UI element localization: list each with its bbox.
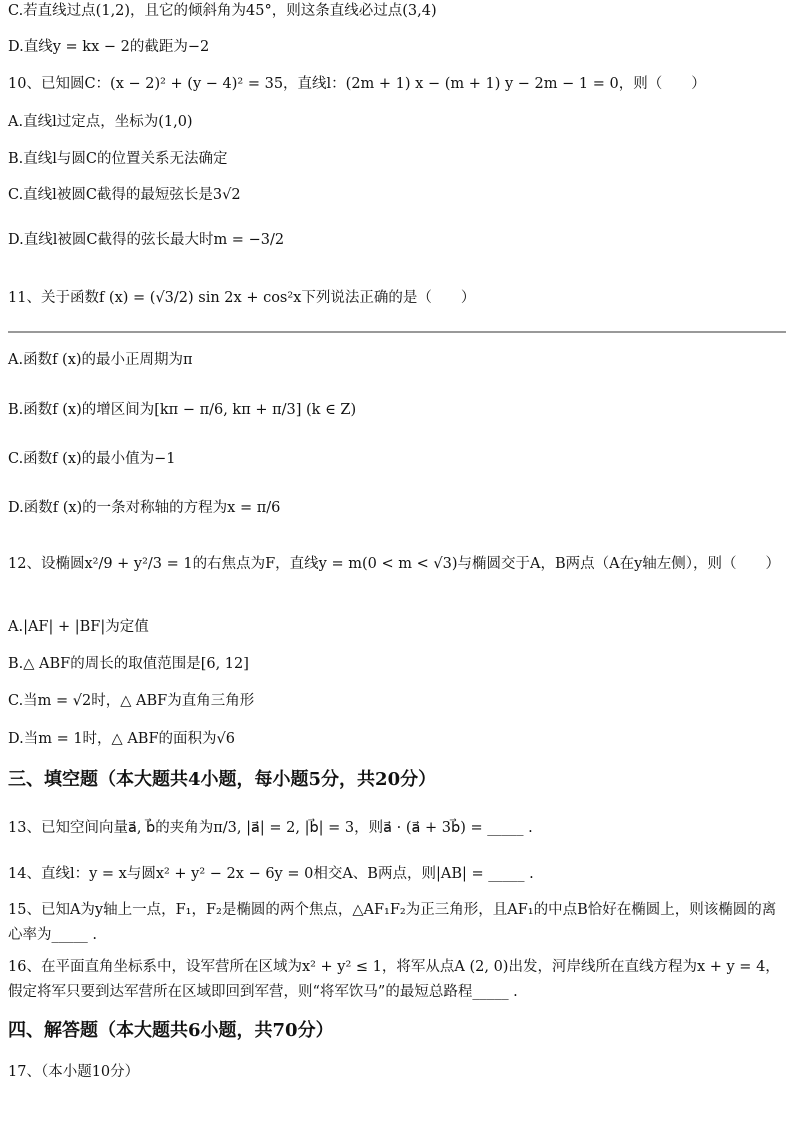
question-line: C.直线l被圆C截得的最短弦长是3√2 bbox=[8, 187, 241, 203]
question-line: A.函数f (x)的最小正周期为π bbox=[8, 352, 193, 368]
section-heading: 三、填空题（本大题共4小题，每小题5分，共20分） bbox=[8, 769, 437, 790]
question-line: 14、直线l：y = x与圆x² + y² − 2x − 6y = 0相交A、B两点，则|AB| = _____ . bbox=[8, 866, 534, 882]
question-line: D.直线y = kx − 2的截距为−2 bbox=[8, 39, 210, 55]
question-line: B.直线l与圆C的位置关系无法确定 bbox=[8, 151, 228, 167]
question-line: 11、关于函数f (x) = (√3/2) sin 2x + cos²x下列说法正确的是（ ） bbox=[8, 290, 476, 306]
question-line: A.直线l过定点，坐标为(1,0) bbox=[8, 114, 193, 130]
divider bbox=[8, 331, 786, 333]
question-line: D.直线l被圆C截得的弦长最大时m = −3/2 bbox=[8, 232, 285, 248]
question-line: 17、（本小题10分） bbox=[8, 1064, 140, 1080]
question-line: 13、已知空间向量a⃗, b⃗的夹角为π/3, |a⃗| = 2, |b⃗| = 3，则a⃗ · (a⃗ + 3b⃗) = _____ . bbox=[8, 820, 533, 836]
question-line: D.函数f (x)的一条对称轴的方程为x = π/6 bbox=[8, 500, 281, 516]
question-line: A.|AF| + |BF|为定值 bbox=[8, 619, 149, 635]
question-line: B.函数f (x)的增区间为[kπ − π/6, kπ + π/3] (k ∈ Z) bbox=[8, 402, 357, 418]
question-line: 12、设椭圆x²/9 + y²/3 = 1的右焦点为F，直线y = m(0 < m < √3)与椭圆交于A，B两点（A在y轴左侧），则（ ） bbox=[8, 556, 781, 572]
question-line: D.当m = 1时，△ ABF的面积为√6 bbox=[8, 731, 235, 747]
question-line: C.当m = √2时，△ ABF为直角三角形 bbox=[8, 693, 255, 709]
question-line: C.若直线过点(1,2)，且它的倾斜角为45°，则这条直线必过点(3,4) bbox=[8, 3, 437, 19]
question-line: C.函数f (x)的最小值为−1 bbox=[8, 451, 176, 467]
question-line: 10、已知圆C：(x − 2)² + (y − 4)² = 35，直线l：(2m + 1) x − (m + 1) y − 2m − 1 = 0，则（ ） bbox=[8, 76, 706, 92]
section-heading: 四、解答题（本大题共6小题，共70分） bbox=[8, 1020, 334, 1041]
question-line: B.△ ABF的周长的取值范围是[6, 12] bbox=[8, 656, 249, 672]
question-line: 16、在平面直角坐标系中，设军营所在区域为x² + y² ≤ 1，将军从点A (2, 0)出发，河岸线所在直线方程为x + y = 4，假定将军只要到达军营所在区域即回到军营，则“将军饮马”的最短总路程_____ . bbox=[8, 959, 780, 1001]
question-line: 15、已知A为y轴上一点，F₁，F₂是椭圆的两个焦点，△AF₁F₂为正三角形，且AF₁的中点B恰好在椭圆上，则该椭圆的离心率为_____ . bbox=[8, 902, 777, 944]
